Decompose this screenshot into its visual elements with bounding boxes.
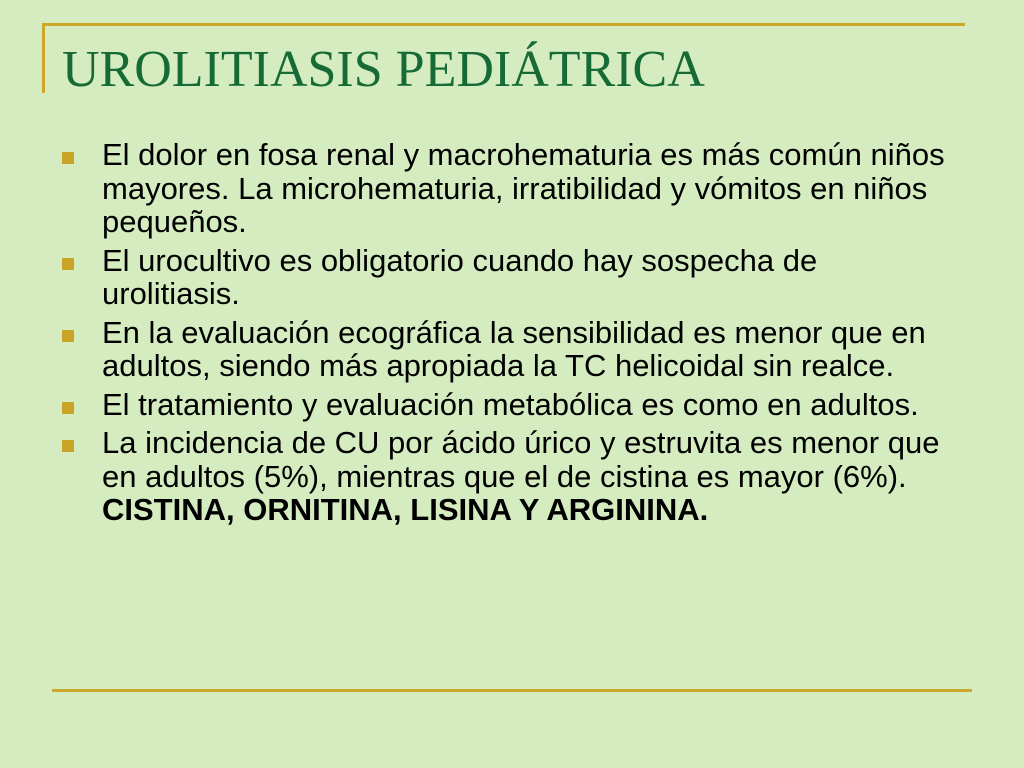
- square-bullet-icon: [62, 152, 74, 164]
- bullet-text: El tratamiento y evaluación metabólica es como en adultos.: [102, 386, 919, 422]
- square-bullet-icon: [62, 402, 74, 414]
- bullet-item: [62, 244, 962, 311]
- bullet-item: [62, 316, 962, 383]
- square-bullet-icon: [62, 258, 74, 270]
- bullet-emphasis: CISTINA, ORNITINA, LISINA Y ARGININA.: [102, 492, 709, 527]
- square-bullet-icon: [62, 440, 74, 452]
- bullet-item: [62, 138, 962, 239]
- bullet-text: El dolor en fosa renal y macrohematuria es más común niños mayores. La microhematuria, irratibilidad y vómitos en niños pequeños.: [102, 137, 945, 239]
- bullet-text: La incidencia de CU por ácido úrico y estruvita es menor que en adultos (5%), mientras que el de cistina es mayor (6%).: [102, 425, 940, 494]
- square-bullet-icon: [62, 330, 74, 342]
- bullet-item: [62, 426, 962, 527]
- bullet-text: El urocultivo es obligatorio cuando hay sospecha de urolitiasis.: [102, 242, 818, 311]
- top-accent-rule: [42, 23, 965, 26]
- left-accent-rule: [42, 23, 45, 93]
- bottom-accent-rule: [52, 689, 972, 692]
- slide-title: UROLITIASIS PEDIÁTRICA: [62, 41, 705, 98]
- bullet-list: [62, 138, 962, 532]
- bullet-text: En la evaluación ecográfica la sensibilidad es menor que en adultos, siendo más apropiada la TC helicoidal sin realce.: [102, 314, 926, 383]
- bullet-item: [62, 388, 962, 422]
